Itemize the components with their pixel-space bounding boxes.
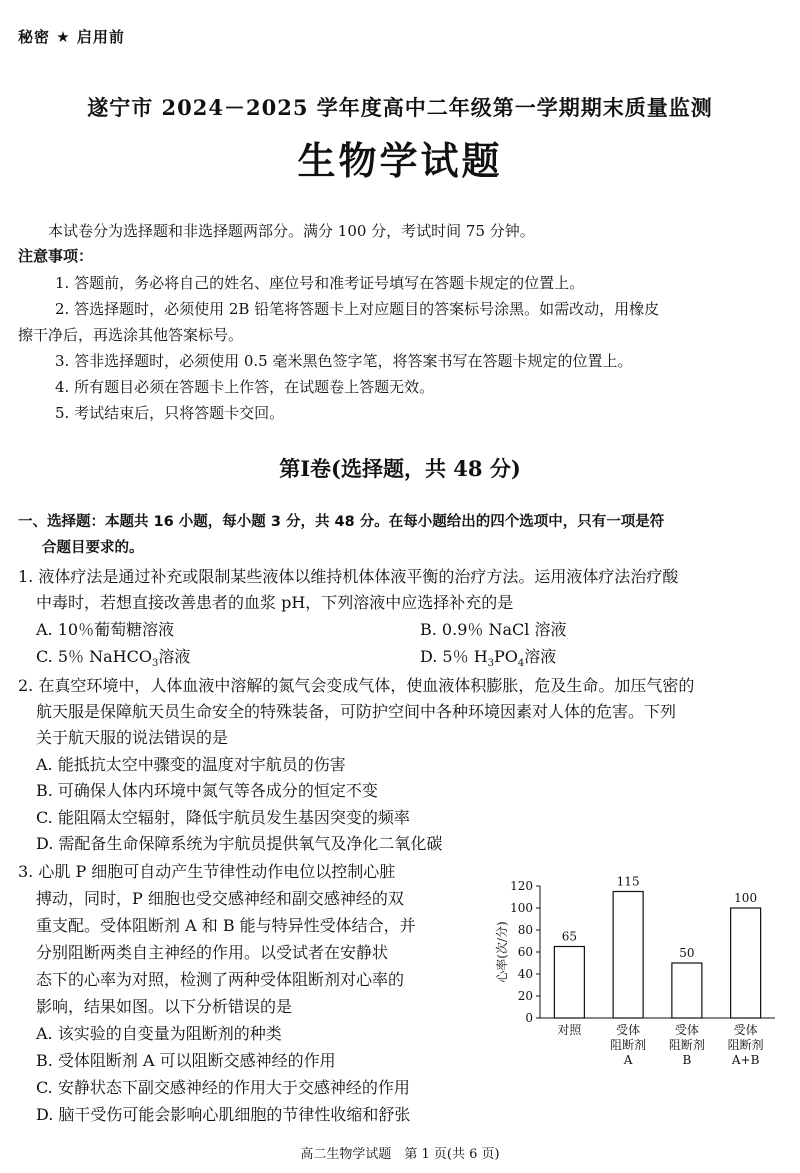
q3-option-b: B. 受体阻断剂 A 可以阻断交感神经的作用 bbox=[36, 1051, 336, 1070]
note-item: 2. 答选择题时，必须使用 2B 铅笔将答题卡上对应题目的答案标号涂黑。如需改动，用橡皮 bbox=[55, 300, 660, 318]
y-axis-label: 心率(次/分) bbox=[495, 921, 509, 983]
bar bbox=[731, 908, 761, 1018]
q3-option-d: D. 脑干受伤可能会影响心肌细胞的节律性收缩和舒张 bbox=[36, 1105, 411, 1124]
q1-stem: 中毒时，若想直接改善患者的血浆 pH，下列溶液中应选择补充的是 bbox=[36, 593, 514, 612]
q3-stem: 态下的心率为对照，检测了两种受体阻断剂对心率的 bbox=[36, 970, 405, 989]
category-label: 受体 bbox=[616, 1023, 641, 1037]
exam-title: 遂宁市 2024－2025 学年度高中二年级第一学期期末质量监测 bbox=[87, 95, 713, 120]
heart-rate-bar-chart bbox=[490, 862, 790, 1077]
q3-option-c: C. 安静状态下副交感神经的作用大于交感神经的作用 bbox=[36, 1078, 410, 1097]
q2-option-c: C. 能阻隔太空辐射，降低宇航员发生基因突变的频率 bbox=[36, 808, 410, 827]
note-item: 1. 答题前，务必将自己的姓名、座位号和准考证号填写在答题卡规定的位置上。 bbox=[55, 274, 585, 292]
category-label: A bbox=[623, 1053, 633, 1067]
category-label: 对照 bbox=[557, 1023, 582, 1037]
y-tick-label: 100 bbox=[510, 901, 533, 915]
bar bbox=[554, 947, 584, 1019]
category-label: 受体 bbox=[733, 1023, 758, 1037]
q1-option-d: D. 5％ $H_3PO_4$溶液 bbox=[420, 647, 557, 670]
page-footer: 高二生物学试题 第 1 页(共 6 页) bbox=[300, 1147, 500, 1162]
data-label: 100 bbox=[734, 891, 758, 905]
q2-stem: 2. 在真空环境中，人体血液中溶解的氮气会变成气体，使血液体积膨胀，危及生命。加压气密的 bbox=[18, 676, 695, 695]
category-label: B bbox=[682, 1053, 692, 1067]
y-tick-label: 120 bbox=[510, 879, 533, 893]
q3-stem: 搏动，同时，P 细胞也受交感神经和副交感神经的双 bbox=[36, 889, 404, 908]
y-tick-label: 40 bbox=[517, 967, 533, 981]
subject-title: 生物学试题 bbox=[297, 138, 503, 183]
data-label: 65 bbox=[561, 929, 578, 944]
data-label: 115 bbox=[616, 874, 640, 889]
q2-option-b: B. 可确保人体内环境中氮气等各成分的恒定不变 bbox=[36, 781, 378, 800]
note-item: 3. 答非选择题时，必须使用 0.5 毫米黑色签字笔，将答案书写在答题卡规定的位置上。 bbox=[55, 352, 633, 370]
bar bbox=[613, 892, 643, 1019]
section-instruction: 一、选择题：本题共 16 小题，每小题 3 分，共 48 分。在每小题给出的四个选项中，只有一项是符 bbox=[18, 514, 665, 530]
note-item: 4. 所有题目必须在答题卡上作答，在试题卷上答题无效。 bbox=[55, 378, 435, 396]
q1-option-b: B. 0.9％ NaCl 溶液 bbox=[420, 620, 567, 639]
category-label: 受体 bbox=[674, 1023, 699, 1037]
q1-option-a: A. 10％葡萄糖溶液 bbox=[36, 620, 175, 639]
intro-text: 本试卷分为选择题和非选择题两部分。满分 100 分，考试时间 75 分钟。 bbox=[48, 222, 535, 240]
category-label: 阻断剂 bbox=[668, 1038, 705, 1052]
q2-stem: 关于航天服的说法错误的是 bbox=[36, 728, 229, 747]
y-tick-label: 80 bbox=[517, 923, 533, 937]
q2-stem: 航天服是保障航天员生命安全的特殊装备，可防护空间中各种环境因素对人体的危害。下列 bbox=[36, 702, 677, 721]
q2-option-d: D. 需配备生命保障系统为宇航员提供氧气及净化二氧化碳 bbox=[36, 834, 443, 853]
y-tick-label: 60 bbox=[517, 945, 533, 959]
q3-stem: 3. 心肌 P 细胞可自动产生节律性动作电位以控制心脏 bbox=[18, 862, 396, 881]
category-label: 阻断剂 bbox=[610, 1038, 647, 1052]
category-label: A+B bbox=[731, 1053, 760, 1067]
y-tick-label: 20 bbox=[517, 989, 533, 1003]
q3-option-a: A. 该实验的自变量为阻断剂的种类 bbox=[36, 1024, 282, 1043]
q3-stem: 重支配。受体阻断剂 A 和 B 能与特异性受体结合，并 bbox=[36, 916, 416, 935]
note-item: 擦干净后，再选涂其他答案标号。 bbox=[18, 326, 244, 344]
notes-heading: 注意事项： bbox=[18, 247, 94, 265]
section-instruction: 合题目要求的。 bbox=[42, 540, 144, 556]
q1-stem: 1. 液体疗法是通过补充或限制某些液体以维持机体体液平衡的治疗方法。运用液体疗法治疗酸 bbox=[18, 567, 679, 586]
q2-option-a: A. 能抵抗太空中骤变的温度对宇航员的伤害 bbox=[36, 755, 346, 774]
secret-label: 秘密 ★ 启用前 bbox=[18, 28, 125, 46]
section-title: 第Ⅰ卷(选择题，共 48 分) bbox=[279, 456, 521, 481]
data-label: 50 bbox=[679, 946, 695, 960]
q1-option-c: C. 5％ NaHCO$_3$溶液 bbox=[36, 647, 191, 670]
bar bbox=[672, 963, 702, 1018]
category-label: 阻断剂 bbox=[727, 1038, 764, 1052]
note-item: 5. 考试结束后，只将答题卡交回。 bbox=[55, 404, 285, 422]
q3-stem: 分别阻断两类自主神经的作用。以受试者在安静状 bbox=[36, 943, 389, 962]
y-tick-label: 0 bbox=[525, 1011, 533, 1025]
q3-stem: 影响，结果如图。以下分析错误的是 bbox=[36, 997, 293, 1016]
